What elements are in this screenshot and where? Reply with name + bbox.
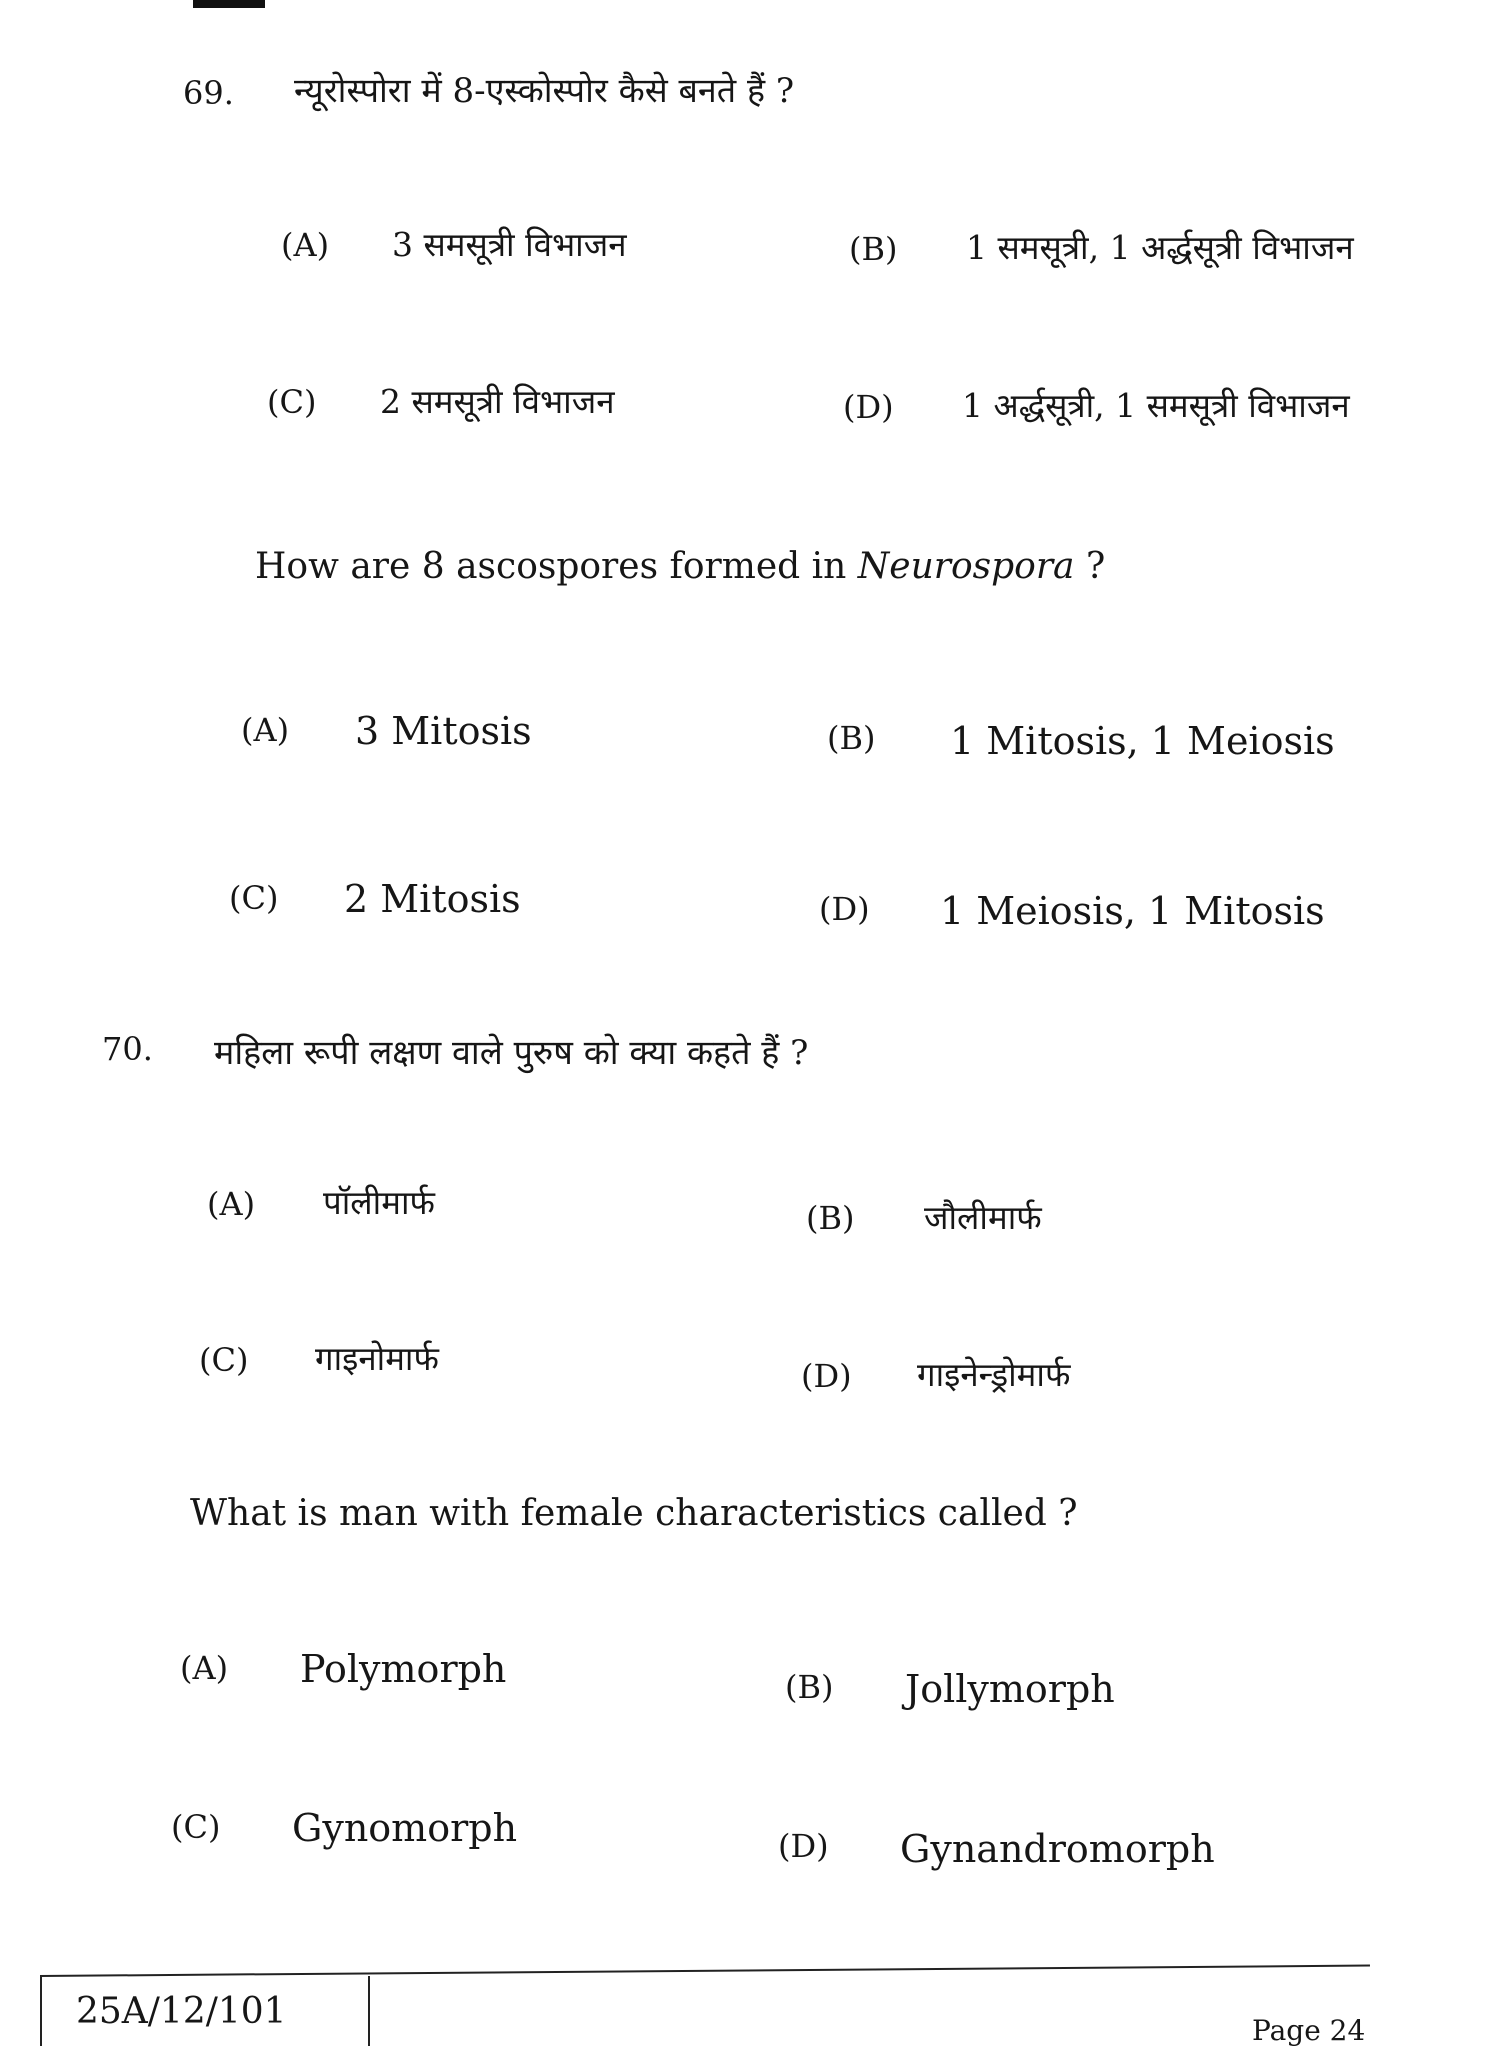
footer-code: 25A/12/101: [76, 1991, 287, 2032]
question-70-english-text: What is man with female characteristics called ?: [190, 1493, 1078, 1534]
q69-hi-option-b-text: 1 समसूत्री, 1 अर्द्धसूत्री विभाजन: [966, 228, 1354, 267]
question-69-english-text: How are 8 ascospores formed in Neurospora ?: [255, 546, 1106, 587]
q70-en-option-d-text: Gynandromorph: [900, 1827, 1215, 1871]
q69-en-option-d-text: 1 Meiosis, 1 Mitosis: [940, 889, 1325, 933]
q69-en-option-c-text: 2 Mitosis: [344, 877, 521, 921]
q69-hi-option-d-letter: (D): [843, 388, 894, 426]
q70-hi-option-c-letter: (C): [199, 1341, 249, 1379]
q69-hi-option-a-letter: (A): [281, 226, 330, 264]
q69-hi-option-b-letter: (B): [849, 230, 898, 268]
question-70-number: 70.: [102, 1030, 153, 1068]
q70-en-option-c-letter: (C): [171, 1808, 221, 1846]
q70-en-option-d-letter: (D): [778, 1827, 829, 1865]
q69-en-option-a-letter: (A): [241, 711, 290, 749]
q70-en-option-b-text: Jollymorph: [905, 1667, 1115, 1711]
q69-en-option-d-letter: (D): [819, 890, 870, 928]
q70-en-option-b-letter: (B): [785, 1668, 834, 1706]
q70-en-option-a-letter: (A): [180, 1649, 229, 1687]
q70-hi-option-a-letter: (A): [207, 1185, 256, 1223]
question-69-number: 69.: [183, 74, 234, 112]
q70-hi-option-d-letter: (D): [801, 1357, 852, 1395]
q70-hi-option-d-text: गाइनेन्ड्रोमार्फ: [917, 1355, 1071, 1394]
q69-hi-option-c-letter: (C): [267, 383, 317, 421]
q69-en-option-b-text: 1 Mitosis, 1 Meiosis: [950, 719, 1335, 763]
q70-hi-option-b-text: जौलीमार्फ: [924, 1198, 1042, 1237]
footer-page-number: Page 24: [1252, 2014, 1366, 2047]
q70-hi-option-c-text: गाइनोमार्फ: [315, 1339, 439, 1378]
q70-hi-option-a-text: पॉलीमार्फ: [323, 1183, 435, 1222]
q70-en-option-c-text: Gynomorph: [292, 1806, 518, 1850]
question-69-hindi-text: न्यूरोस्पोरा में 8-एस्कोस्पोर कैसे बनते हैं ?: [294, 71, 795, 111]
q69-en-option-b-letter: (B): [827, 719, 876, 757]
top-black-mark: [193, 0, 265, 8]
q69-en-option-a-text: 3 Mitosis: [355, 709, 532, 753]
question-70-hindi-text: महिला रूपी लक्षण वाले पुरुष को क्या कहते हैं ?: [214, 1033, 809, 1073]
q70-hi-option-b-letter: (B): [806, 1199, 855, 1237]
q69-en-option-c-letter: (C): [229, 879, 279, 917]
q69-hi-option-a-text: 3 समसूत्री विभाजन: [392, 225, 627, 264]
q69-hi-option-d-text: 1 अर्द्धसूत्री, 1 समसूत्री विभाजन: [962, 386, 1350, 425]
neurospora-italic: Neurospora: [857, 546, 1075, 587]
q70-en-option-a-text: Polymorph: [300, 1647, 507, 1691]
q69-hi-option-c-text: 2 समसूत्री विभाजन: [380, 382, 615, 421]
